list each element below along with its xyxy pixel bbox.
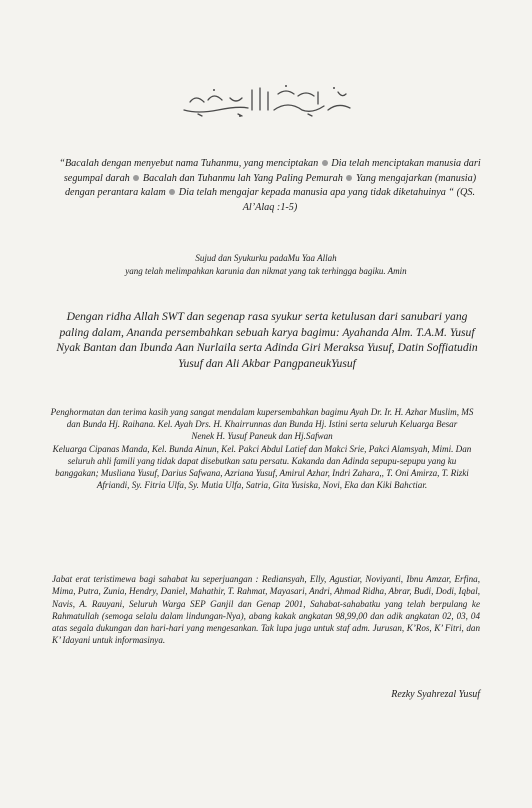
quote-segment: Yang mengajarkan (manusia) dengan perantara kalam [64,172,477,199]
honor-text: Penghormatan dan terima kasih yang sangat mendalam kupersembahkan bagimu Ayah Dr. Ir. H. Azhar Muslim, MS dan Bunda Hj. Raihana. Kel. Ayah Drs. H. Khairrunnas dan Bunda Hj. Istini serta seluruh Keluarga Besar [50,407,474,430]
verse-separator-icon [346,175,352,181]
quote-segment: Bacalah dan Tuhanmu lah Yang Paling Pemurah [142,172,343,184]
gratitude-line: Sujud dan Syukurku padaMu Yaa Allah [195,253,337,263]
honor-text: Nenek H. Yusuf Paneuk dan Hj.Safwan [191,431,333,442]
quran-quote [56,157,484,215]
calligraphy-icon [178,80,358,120]
gratitude-line: yang telah melimpahkan karunia dan nikmat yang tak terhingga bagiku. Amin [125,266,407,276]
quote-segment: Dia telah mengajar kepada manusia apa yang tidak diketahuinya “ (QS. Al’Alaq :1-5) [178,187,476,213]
honor-text: Keluarga Cipanas Manda, Kel. Bunda Ainun, Kel. Pakci Abdul Latief dan Makci Srie, Pakci Alamsyah, Mimi. Dan seluruh ahli famili yang tidak dapat disebutkan satu persatu. Kakanda dan Adinda sepupu-sepupu yang ku banggakan; Musliana Yusuf, Darius Safwana, Azriana Yusuf, Amirul Azhar, Indri Zahara,, T. Oni Amirza, T. Rizki Afriandi, Sy. Fitria Ulfa, Sy. Mutia Ulfa, Satria, Gita Yusiska, Novi, Eka dan Kiki Bahctiar. [52,443,472,491]
basmala-calligraphy-image [178,80,358,120]
verse-separator-icon [322,160,328,166]
dedication-paragraph: Dengan ridha Allah SWT dan segenap rasa syukur serta ketulusan dari sanubari yang paling dalam, Ananda persembahkan sebuah karya bagimu: Ayahanda Alm. T.A.M. Yusuf Nyak Bantan dan Ibunda Aan Nurlaila serta Adinda Giri Meraksa Yusuf, Datin Soffiatudin Yusuf dan Ali Akbar PangpaneukYusuf [56,310,478,370]
friends-paragraph: Jabat erat teristimewa bagi sahabat ku seperjuangan : Rediansyah, Elly, Agustiar, Noviyanti, Ibnu Amzar, Erfina, Mima, Putra, Zunia, Hendry, Daniel, Mahathir, T. Rahmat, Mayasari, Andri, Ahmad Ridha, Abrar, Budi, Dodi, Iqbal, Navis, A. Rauyani, Seluruh Warga SEP Ganjil dan Genap 2001, Sahabat-sahabatku yang telah berpulang ke Rahmatullah (semoga selalu dalam lindungan-Nya), abang kakak angkatan 98,99,00 dan adik angkatan 02, 03, 04 atas segala dukungan dan hari-hari yang mengesankan. Tak lupa juga untuk staf adm. Jurusan, K’Ros, K’ Fitri, dan K’ Idayani untuk informasinya. [52,574,480,646]
author-signature: Rezky Syahrezal Yusuf [391,689,480,700]
gratitude-lines [46,252,486,278]
quote-segment: “Bacalah dengan menyebut nama Tuhanmu, yang menciptakan [59,158,319,169]
honor-paragraph [48,406,476,491]
verse-separator-icon [133,175,139,181]
verse-separator-icon [169,189,175,195]
quote-segment: Dia telah menciptakan manusia dari segumpal darah [63,158,481,184]
